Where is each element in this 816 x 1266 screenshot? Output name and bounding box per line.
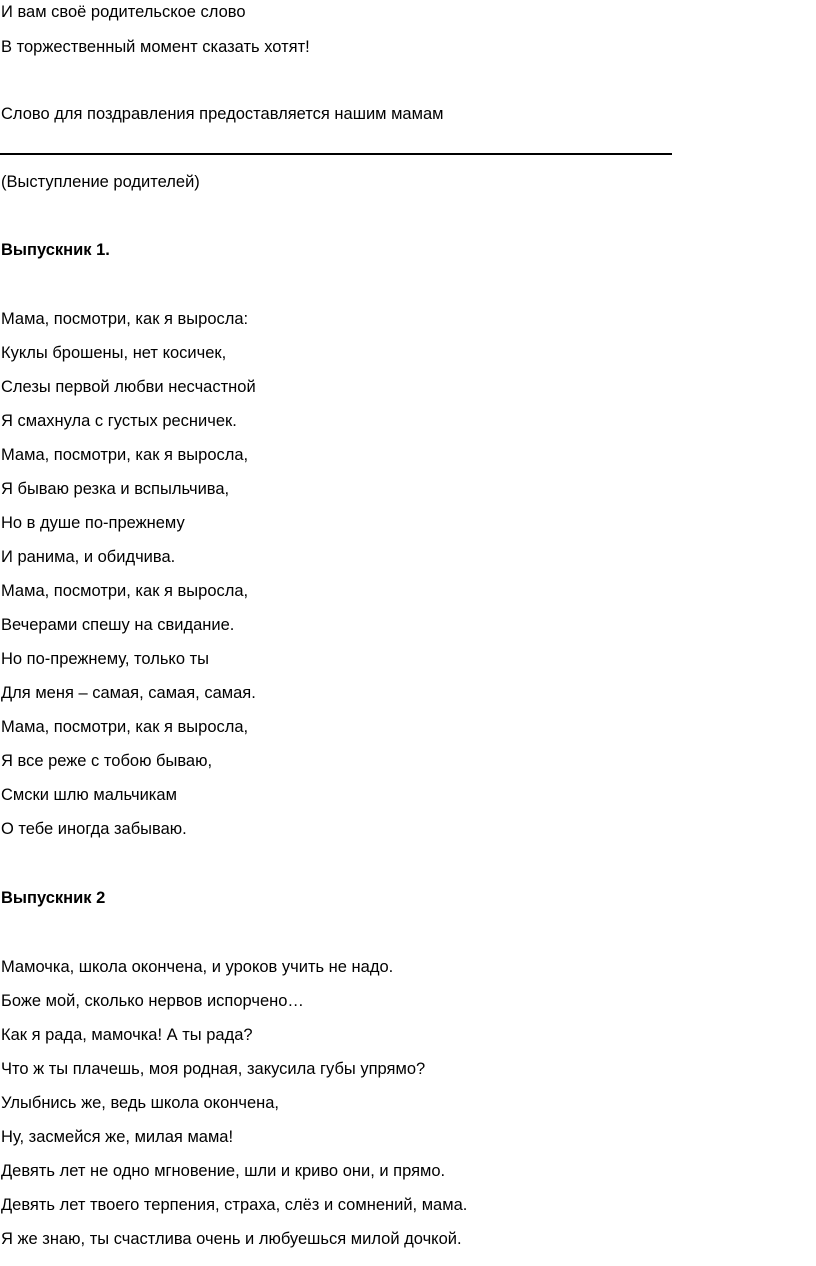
poem-line: Я же знаю, ты счастлива очень и любуешься милой дочкой. <box>1 1230 462 1248</box>
poem-line: Что ж ты плачешь, моя родная, закусила губы упрямо? <box>1 1060 426 1078</box>
poem-line: Улыбнись же, ведь школа окончена, <box>1 1094 280 1112</box>
poem-line: Но в душе по-прежнему <box>1 514 185 532</box>
poem-line: Мама, посмотри, как я выросла, <box>1 718 249 736</box>
poem-line: Я смахнула с густых ресничек. <box>1 412 237 430</box>
poem-line: Куклы брошены, нет косичек, <box>1 344 227 362</box>
graduate-2-heading: Выпускник 2 <box>1 889 106 907</box>
poem-line: Как я рада, мамочка! А ты рада? <box>1 1026 253 1044</box>
poem-line: И ранима, и обидчива. <box>1 548 176 566</box>
poem-line: Но по-прежнему, только ты <box>1 650 209 668</box>
announcement: Слово для поздравления предоставляется нашим мамам <box>1 105 444 123</box>
graduate-1-heading: Выпускник 1. <box>1 241 110 259</box>
blank-underline <box>0 153 672 155</box>
intro-line-1: И вам своё родительское слово <box>1 3 246 21</box>
poem-line: Боже мой, сколько нервов испорчено… <box>1 992 304 1010</box>
poem-line: Девять лет твоего терпения, страха, слёз и сомнений, мама. <box>1 1196 468 1214</box>
poem-line: Вечерами спешу на свидание. <box>1 616 235 634</box>
stage-direction: (Выступление родителей) <box>1 173 200 191</box>
intro-line-2: В торжественный момент сказать хотят! <box>1 38 310 56</box>
poem-line: Я бываю резка и вспыльчива, <box>1 480 230 498</box>
poem-line: Для меня – самая, самая, самая. <box>1 684 256 702</box>
poem-line: Слезы первой любви несчастной <box>1 378 256 396</box>
poem-line: Девять лет не одно мгновение, шли и криво они, и прямо. <box>1 1162 446 1180</box>
poem-line: Ну, засмейся же, милая мама! <box>1 1128 234 1146</box>
poem-line: Мама, посмотри, как я выросла, <box>1 582 249 600</box>
poem-line: Я все реже с тобою бываю, <box>1 752 213 770</box>
poem-line: О тебе иногда забываю. <box>1 820 187 838</box>
poem-line: Смски шлю мальчикам <box>1 786 177 804</box>
poem-line: Мама, посмотри, как я выросла: <box>1 310 249 328</box>
poem-line: Мама, посмотри, как я выросла, <box>1 446 249 464</box>
poem-line: Мамочка, школа окончена, и уроков учить не надо. <box>1 958 394 976</box>
